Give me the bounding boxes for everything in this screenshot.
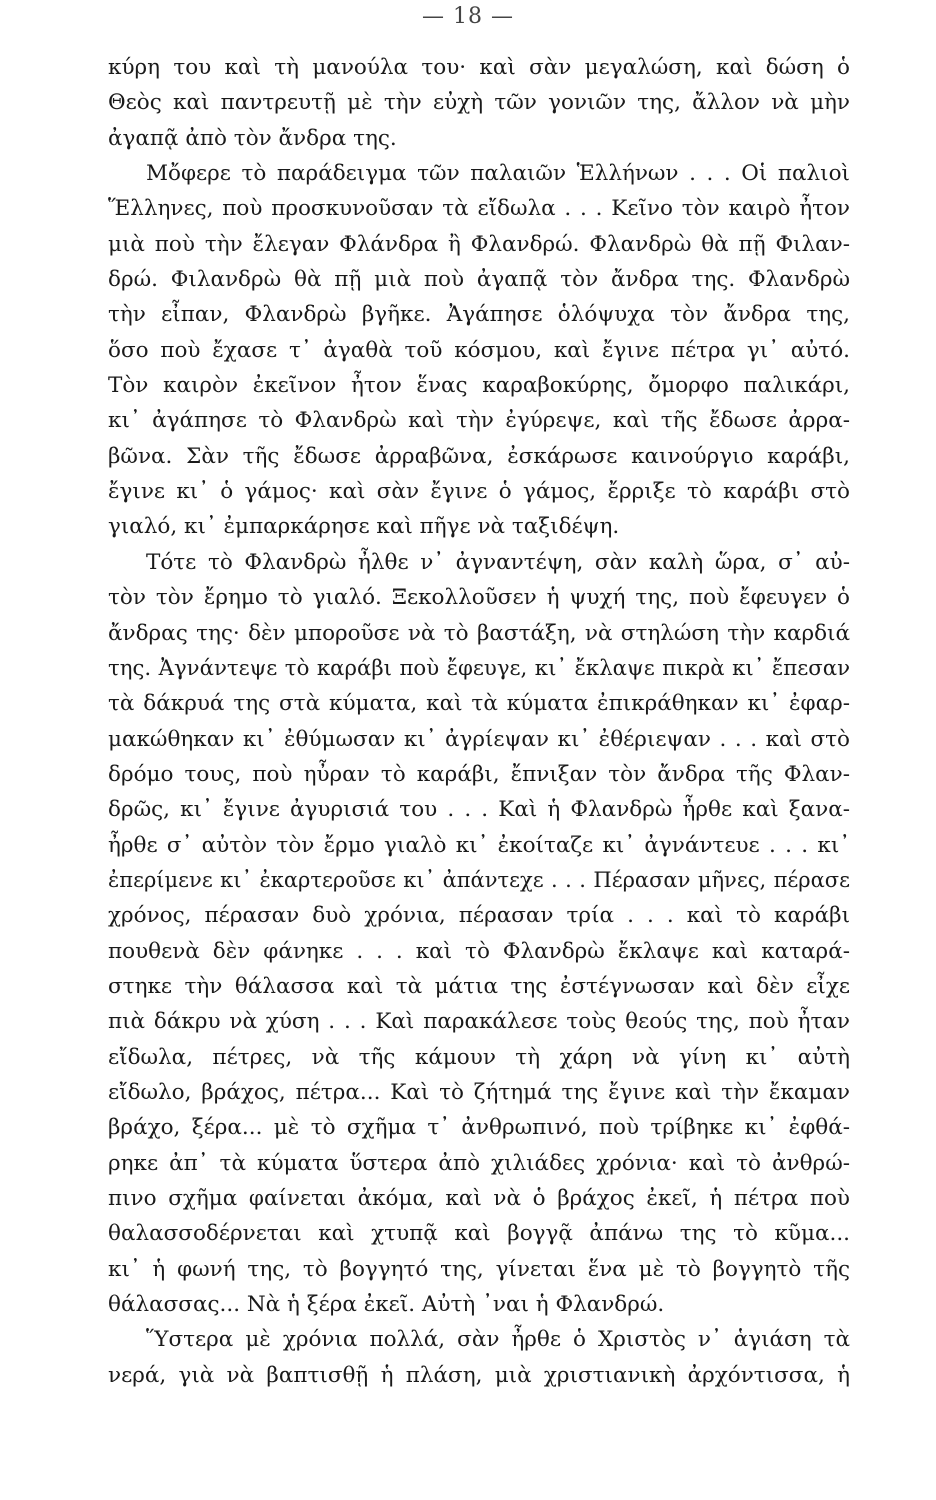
- text-line: κύρη του καὶ τὴ μανούλα του· καὶ σὰν μεγαλώση, καὶ δώση ὁ: [108, 55, 850, 80]
- text-line: πουθενὰ δὲν φάνηκε . . . καὶ τὸ Φλανδρὼ ἔκλαψε καὶ καταρά-: [108, 938, 850, 964]
- text-line: δρώ. Φιλανδρὼ θὰ πῇ μιὰ ποὺ ἀγαπᾷ τὸν ἄνδρα της. Φλανδρὼ: [108, 267, 850, 293]
- text-line: της. Ἀγνάντεψε τὸ καράβι ποὺ ἔφευγε, κι᾽ ἔκλαψε πικρὰ κι᾽ ἔπεσαν: [108, 655, 850, 681]
- text-line: ἔγινε κι᾽ ὁ γάμος· καὶ σὰν ἔγινε ὁ γάμος, ἔρριξε τὸ καράβι στὸ: [108, 479, 850, 505]
- text-line: γιαλό, κι᾽ ἐμπαρκάρησε καὶ πῆγε νὰ ταξιδέψη.: [108, 514, 620, 540]
- text-line: τὰ δάκρυά της στὰ κύματα, καὶ τὰ κύματα ἐπικράθηκαν κι᾽ ἐφαρ-: [108, 691, 850, 717]
- text-line: εἴδωλο, βράχος, πέτρα... Καὶ τὸ ζήτημά της ἔγινε καὶ τὴν ἔκαμαν: [108, 1079, 850, 1105]
- text-line: ἀγαπᾷ ἀπὸ τὸν ἄνδρα της.: [108, 125, 397, 151]
- text-line: θάλασσας... Νὰ ἡ ξέρα ἐκεῖ. Αὐτὴ ᾽ναι ἡ Φλανδρώ.: [108, 1292, 665, 1318]
- text-line: θαλασσοδέρνεται καὶ χτυπᾷ καὶ βογγᾷ ἀπάνω της τὸ κῦμα...: [108, 1221, 850, 1247]
- text-line: ὅσο ποὺ ἔχασε τ᾽ ἀγαθὰ τοῦ κόσμου, καὶ ἔγινε πέτρα γι᾽ αὐτό.: [108, 337, 850, 363]
- text-line: τὸν τὸν ἔρημο τὸ γιαλό. Ξεκολλοῦσεν ἡ ψυχή της, ποὺ ἔφευγεν ὁ: [108, 585, 850, 611]
- text-line: Ὕστερα μὲ χρόνια πολλά, σὰν ἦρθε ὁ Χριστὸς ν᾽ ἁγιάση τὰ: [146, 1327, 850, 1353]
- text-line: στηκε τὴν θάλασσα καὶ τὰ μάτια της ἐστέγνωσαν καὶ δὲν εἶχε: [108, 973, 850, 999]
- text-line: εἴδωλα, πέτρες, νὰ τῆς κάμουν τὴ χάρη νὰ γίνη κι᾽ αὐτὴ: [108, 1044, 850, 1070]
- text-line: Ἕλληνες, ποὺ προσκυνοῦσαν τὰ εἴδωλα . . . Κεῖνο τὸν καιρὸ ἦτον: [108, 196, 850, 222]
- text-line: Θεὸς καὶ παντρευτῇ μὲ τὴν εὐχὴ τῶν γονιῶν της, ἄλλον νὰ μὴν: [108, 90, 850, 116]
- text-line: κι᾽ ἡ φωνή της, τὸ βογγητό της, γίνεται ἕνα μὲ τὸ βογγητὸ τῆς: [108, 1256, 850, 1282]
- text-line: βράχο, ξέρα... μὲ τὸ σχῆμα τ᾽ ἀνθρωπινό, ποὺ τρίβηκε κι᾽ ἐφθά-: [108, 1115, 850, 1141]
- text-line: ἐπερίμενε κι᾽ ἐκαρτεροῦσε κι᾽ ἀπάντεχε . . . Πέρασαν μῆνες, πέρασε: [108, 867, 850, 892]
- text-line: Μὄφερε τὸ παράδειγμα τῶν παλαιῶν Ἑλλήνων . . . Οἱ παλιοὶ: [146, 161, 850, 187]
- body-text: [108, 50, 850, 1393]
- text-line: τὴν εἶπαν, Φλανδρὼ βγῆκε. Ἀγάπησε ὁλόψυχα τὸν ἄνδρα της,: [108, 302, 850, 328]
- text-line: χρόνος, πέρασαν δυὸ χρόνια, πέρασαν τρία . . . καὶ τὸ καράβι: [108, 903, 850, 929]
- text-line: δρόμο τους, ποὺ ηὖραν τὸ καράβι, ἔπνιξαν τὸν ἄνδρα τῆς Φλαν-: [108, 761, 850, 787]
- page-number: — 18 —: [422, 4, 514, 29]
- text-line: ἦρθε σ᾽ αὐτὸν τὸν ἔρμο γιαλὸ κι᾽ ἐκοίταζε κι᾽ ἀγνάντευε . . . κι᾽: [108, 832, 850, 858]
- text-line: κι᾽ ἀγάπησε τὸ Φλανδρὼ καὶ τὴν ἐγύρεψε, καὶ τῆς ἔδωσε ἀρρα-: [108, 408, 850, 434]
- text-line: πιὰ δάκρυ νὰ χύση . . . Καὶ παρακάλεσε τοὺς θεούς της, ποὺ ἦταν: [108, 1009, 850, 1035]
- text-line: πινο σχῆμα φαίνεται ἀκόμα, καὶ νὰ ὁ βράχος ἐκεῖ, ἡ πέτρα ποὺ: [108, 1186, 850, 1211]
- text-line: ρηκε ἀπ᾽ τὰ κύματα ὕστερα ἀπὸ χιλιάδες χρόνια· καὶ τὸ ἀνθρώ-: [108, 1150, 850, 1176]
- text-line: νερά, γιὰ νὰ βαπτισθῇ ἡ πλάση, μιὰ χριστιανικὴ ἀρχόντισσα, ἡ: [108, 1362, 850, 1388]
- text-line: Τὸν καιρὸν ἐκεῖνον ἦτον ἕνας καραβοκύρης, ὄμορφο παλικάρι,: [108, 373, 850, 399]
- text-line: δρῶς, κι᾽ ἔγινε ἀγυρισιά του . . . Καὶ ἡ Φλανδρὼ ἦρθε καὶ ξανα-: [108, 797, 850, 823]
- text-line: μιὰ ποὺ τὴν ἔλεγαν Φλάνδρα ἢ Φλανδρώ. Φλανδρὼ θὰ πῇ Φιλαν-: [108, 231, 850, 257]
- text-line: ἄνδρας της· δὲν μποροῦσε νὰ τὸ βαστάξη, νὰ στηλώση τὴν καρδιά: [108, 620, 850, 646]
- text-line: Τότε τὸ Φλανδρὼ ἦλθε ν᾽ ἀγναντέψη, σὰν καλὴ ὥρα, σ᾽ αὐ-: [146, 549, 850, 575]
- text-line: μακώθηκαν κι᾽ ἐθύμωσαν κι᾽ ἀγρίεψαν κι᾽ ἐθέριεψαν . . . καὶ στὸ: [108, 726, 850, 752]
- text-line: βῶνα. Σὰν τῆς ἔδωσε ἀρραβῶνα, ἐσκάρωσε καινούργιο καράβι,: [108, 443, 850, 469]
